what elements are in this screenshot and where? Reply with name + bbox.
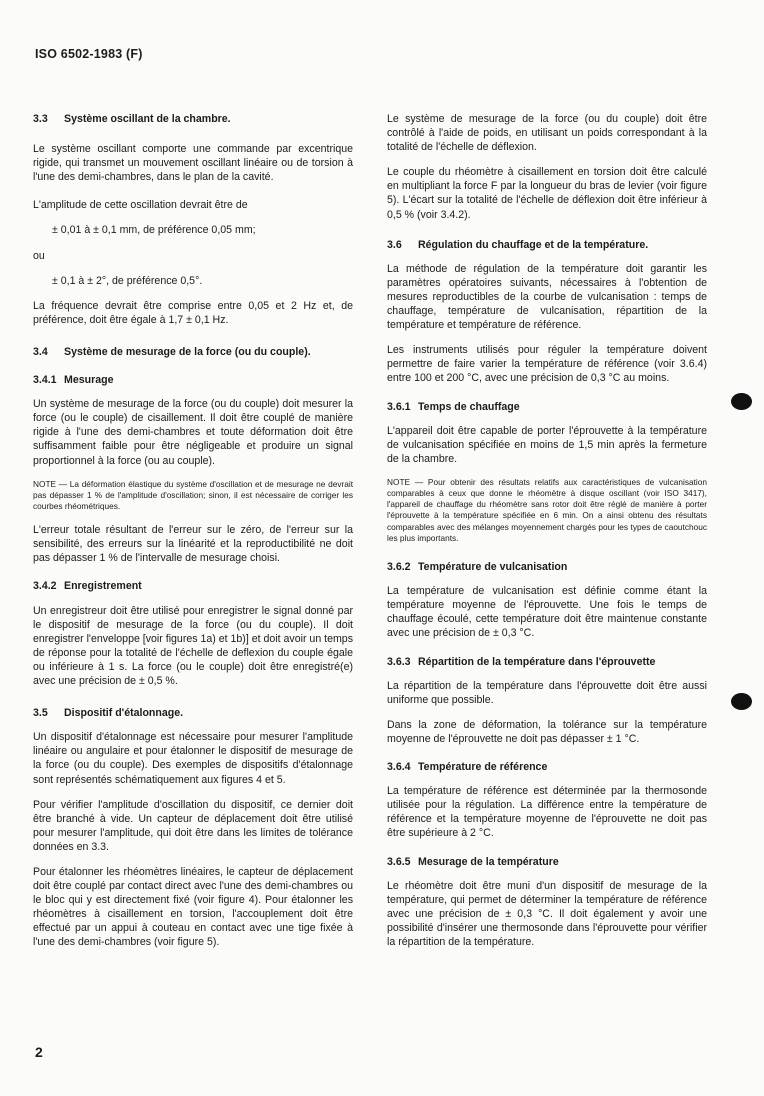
paragraph: Un enregistreur doit être utilisé pour enregistrer le signal donné par le dispositif de mesurage de la force (ou du couple). Il doit enregistrer l'enveloppe [voir figures 1a) et 1b)] et doit avoir un temps de réponse pour la totalité de l'échelle de deflexion du couple égale ou inférieure à 1 s. La force (ou le couple) doit être enregistré(e) avec une précision de ± 0,5 %. <box>33 604 354 688</box>
section-3-6-3-heading <box>387 655 707 669</box>
paragraph: Le système oscillant comporte une commande par excentrique rigide, qui transmet un mouvement oscillant linéaire ou de torsion à l'une des demi-chambres, dans le plan de la cavité. <box>33 143 353 184</box>
section-3-6-heading <box>387 238 707 252</box>
binder-hole-mark <box>731 693 752 710</box>
section-number: 3.6.1 <box>387 400 411 413</box>
section-number: 3.6.4 <box>387 761 411 774</box>
paragraph: La fréquence devrait être comprise entre 0,05 et 2 Hz et, de préférence, doit être égale à 1,7 ± 0,1 Hz. <box>33 299 353 326</box>
section-number: 3.5 <box>33 707 48 720</box>
paragraph: Le couple du rhéomètre à cisaillement en torsion doit être calculé en multipliant la force F par la longueur du bras de levier (voir figure 5). L'écart sur la totalité de l'échelle de déflexion doit être inférieur à 0,5 % (voir 3.4.2). <box>387 166 707 221</box>
section-3-3-heading <box>33 112 353 126</box>
section-title: Enregistrement <box>64 580 142 593</box>
paragraph: Le système de mesurage de la force (ou du couple) doit être contrôlé à l'aide de poids, en utilisant un poids correspondant à la totalité de l'échelle de déflexion. <box>387 113 707 154</box>
section-title: Système oscillant de la chambre. <box>64 113 231 125</box>
paragraph: La température de vulcanisation est définie comme étant la température moyenne de l'éprouvette. Une fois le temps de chauffage écoulé, cette température doit être maintenue constante avec une précision de ± 0,3 °C. <box>387 585 707 640</box>
section-3-6-1-heading <box>387 400 707 414</box>
paragraph: L'appareil doit être capable de porter l'éprouvette à la température de vulcanisation spécifiée en moins de 1,5 min après la fermeture de la chambre. <box>387 424 707 465</box>
section-3-4-2-heading <box>33 579 353 593</box>
paragraph: Pour vérifier l'amplitude d'oscillation du dispositif, ce dernier doit être branché à vide. Un capteur de déplacement doit être utilisé pour mesurer l'amplitude, qui doit être dans les limites de tolérance données en 3.3. <box>33 798 353 853</box>
section-title: Temps de chauffage <box>418 400 520 413</box>
paragraph: La répartition de la température dans l'éprouvette doit être aussi uniforme que possible. <box>387 679 707 706</box>
section-title: Température de vulcanisation <box>418 561 568 574</box>
left-column <box>33 112 353 950</box>
section-title: Régulation du chauffage et de la température. <box>418 238 649 251</box>
section-number: 3.4.1 <box>33 374 57 387</box>
paragraph: Le rhéomètre doit être muni d'un dispositif de mesurage de la température, qui permet de déterminer la température de référence avec une précision de ± 0,3 °C. Il doit également y avoir une possibilité d'insérer une thermosonde dans l'éprouvette pour vérifier la répartition de la température. <box>387 879 707 948</box>
paragraph: ou <box>33 249 45 262</box>
paragraph: Les instruments utilisés pour réguler la température doivent permettre de faire varier la température de référence (voir 3.6.4) entre 100 et 200 °C, avec une précision de 0,3 °C au moins. <box>387 344 707 385</box>
note: NOTE — La déformation élastique du système d'oscillation et de mesurage ne devrait pas dépasser 1 % de l'amplitude d'oscillation; sinon, il est nécessaire de corriger les courbes rhéométriques. <box>33 478 353 511</box>
section-3-6-2-heading <box>387 560 707 574</box>
section-title: Répartition de la température dans l'éprouvette <box>418 655 656 668</box>
section-title: Température de référence <box>418 761 548 774</box>
section-3-6-4-heading <box>387 760 707 774</box>
section-3-4-heading <box>33 345 353 359</box>
section-number: 3.3 <box>33 113 48 125</box>
page-number: 2 <box>35 1044 43 1060</box>
paragraph: La méthode de régulation de la température doit garantir les paramètres opératoires suivants, nécessaires à l'obtention de mesures reproductibles de la courbe de vulcanisation : temps de chauffage, température de vulcanisation, répartition de la température et température de référence. <box>387 262 707 332</box>
section-number: 3.4.2 <box>33 580 57 593</box>
paragraph: Un dispositif d'étalonnage est nécessaire pour mesurer l'amplitude linéaire ou angulaire et pour étalonner le dispositif de mesurage de la force (ou du couple). Des exemples de dispositifs d'étalonnage sont représentés schématiquement aux figures 4 et 5. <box>33 731 353 786</box>
formula-line: ± 0,01 à ± 0,1 mm, de préférence 0,05 mm; <box>52 224 256 237</box>
section-title: Mesurage <box>64 374 114 387</box>
paragraph: L'amplitude de cette oscillation devrait être de <box>33 199 248 212</box>
section-title: Mesurage de la température <box>418 855 559 868</box>
right-column <box>387 112 707 949</box>
paragraph: Dans la zone de déformation, la tolérance sur la température moyenne de l'éprouvette ne doit pas dépasser ± 1 °C. <box>387 718 707 745</box>
section-title: Système de mesurage de la force (ou du couple). <box>64 345 311 358</box>
section-number: 3.6 <box>387 238 402 251</box>
section-number: 3.6.2 <box>387 561 411 574</box>
document-id-header: ISO 6502-1983 (F) <box>35 47 143 61</box>
section-number: 3.6.5 <box>387 855 411 868</box>
section-3-5-heading <box>33 706 353 720</box>
binder-hole-mark <box>731 393 752 410</box>
section-number: 3.6.3 <box>387 655 411 668</box>
section-3-4-1-heading <box>33 373 353 387</box>
formula-line: ± 0,1 à ± 2°, de préférence 0,5°. <box>52 274 203 287</box>
section-title: Dispositif d'étalonnage. <box>64 707 184 720</box>
section-3-6-5-heading <box>387 855 707 869</box>
paragraph: La température de référence est déterminée par la thermosonde utilisée pour la régulation. La différence entre la température de référence et la température moyenne de l'éprouvette ne doit pas être supérieure à 2 °C. <box>387 785 707 840</box>
note: NOTE — Pour obtenir des résultats relatifs aux caractéristiques de vulcanisation comparables à ceux que donne le rhéomètre à disque oscillant (voir ISO 3417), l'appareil de chauffage du rhéomètre sans rotor doit être réglé de manière à porter l'éprouvette à la température spécifiée en 6 min. On a ainsi obtenu des résultats comparables avec des mélanges moyennement chargés pour les types de caoutchouc les plus importants. <box>387 476 707 543</box>
section-number: 3.4 <box>33 345 48 358</box>
paragraph: Pour étalonner les rhéomètres linéaires, le capteur de déplacement doit être couplé par contact direct avec l'une des demi-chambres ou le bloc qui y est directement fixé (voir figure 4). Pour étalonner les rhéomètres à cisaillement en torsion, l'accouplement doit être effectué par un appui à couteau en contact avec une tige fixée à l'une des demi-chambres (voir figure 5). <box>33 865 353 949</box>
paragraph: L'erreur totale résultant de l'erreur sur le zéro, de l'erreur sur la sensibilité, des erreurs sur la linéarité et la reproductibilité ne doit pas dépasser 1 % de l'intervalle de mesurage choisi. <box>33 524 353 565</box>
paragraph: Un système de mesurage de la force (ou du couple) doit mesurer la force (ou le couple) de cisaillement. Il doit être couplé de manière rigide à l'une des demi-chambres et toute déformation doit être suffisamment faible pour être négligeable et produire un signal proportionnel à la force (ou au couple). <box>33 398 353 467</box>
